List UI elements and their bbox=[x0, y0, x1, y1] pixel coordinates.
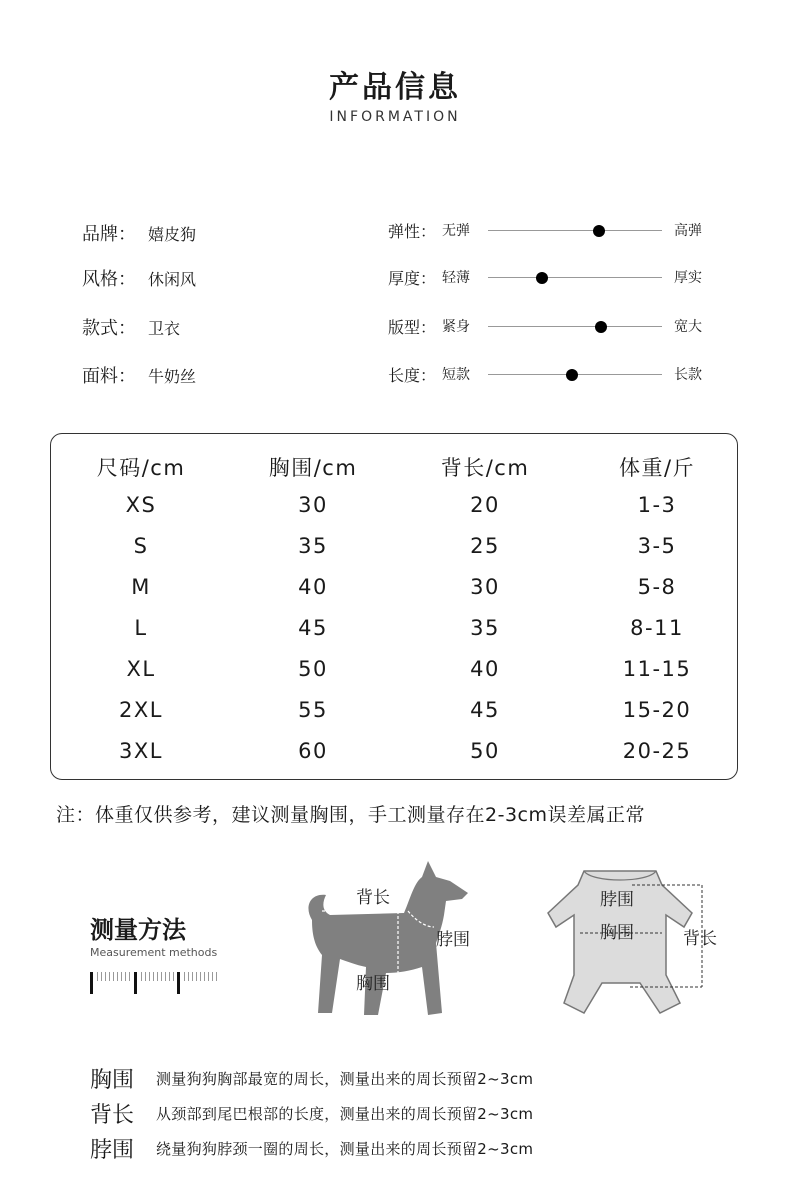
size-table-row bbox=[51, 616, 737, 646]
size-note: 注：体重仅供参考，建议测量胸围，手工测量存在2-3cm误差属正常 bbox=[56, 804, 645, 826]
scale-marker bbox=[566, 369, 578, 381]
dog-diagram bbox=[300, 855, 490, 1025]
size-cell: 50 bbox=[470, 739, 500, 763]
size-table-row bbox=[51, 698, 737, 728]
size-header-cell: 体重/斤 bbox=[618, 456, 696, 480]
garment-chest-label: 胸围 bbox=[600, 923, 634, 943]
attribute-style bbox=[82, 265, 196, 291]
description-label: 背长 bbox=[90, 1103, 135, 1128]
scale-marker bbox=[593, 225, 605, 237]
attribute-brand bbox=[82, 220, 196, 246]
size-cell: 30 bbox=[470, 575, 500, 599]
scale-marker bbox=[536, 272, 548, 284]
size-cell: 30 bbox=[298, 493, 328, 517]
size-cell: 3-5 bbox=[637, 534, 677, 558]
dog-chest-label: 胸围 bbox=[356, 974, 390, 994]
attribute-value: 休闲风 bbox=[148, 270, 197, 289]
size-cell: XL bbox=[126, 657, 156, 681]
ruler-icon bbox=[90, 968, 220, 998]
description-text: 从颈部到尾巴根部的长度，测量出来的周长预留2~3cm bbox=[156, 1105, 534, 1123]
scale-thickness bbox=[388, 266, 718, 290]
size-cell: 8-11 bbox=[630, 616, 684, 640]
scale-elasticity bbox=[388, 219, 718, 243]
attribute-label: 面料： bbox=[82, 366, 136, 387]
scale-track bbox=[488, 230, 662, 231]
attribute-value: 牛奶丝 bbox=[148, 367, 197, 386]
scale-label: 版型： bbox=[388, 318, 437, 337]
size-cell: XS bbox=[125, 493, 157, 517]
garment-back-label: 背长 bbox=[683, 929, 717, 949]
size-cell: 5-8 bbox=[637, 575, 677, 599]
size-cell: 50 bbox=[298, 657, 328, 681]
page-subtitle: INFORMATION bbox=[329, 109, 461, 125]
size-header-cell: 胸围/cm bbox=[268, 456, 358, 480]
attribute-fabric bbox=[82, 362, 196, 388]
attribute-label: 品牌： bbox=[82, 224, 136, 245]
scale-length bbox=[388, 363, 718, 387]
attribute-value: 嬉皮狗 bbox=[148, 225, 197, 244]
method-title: 测量方法 bbox=[90, 916, 186, 944]
size-cell: 40 bbox=[298, 575, 328, 599]
size-cell: 60 bbox=[298, 739, 328, 763]
size-cell: 40 bbox=[470, 657, 500, 681]
description-chest bbox=[90, 1063, 533, 1094]
scale-track bbox=[488, 277, 662, 278]
method-subtitle: Measurement methods bbox=[90, 946, 218, 959]
size-cell: 35 bbox=[298, 534, 328, 558]
description-back bbox=[90, 1098, 533, 1129]
size-table-row bbox=[51, 657, 737, 687]
scale-high-label: 长款 bbox=[674, 367, 702, 383]
size-cell: 45 bbox=[298, 616, 328, 640]
size-cell: 45 bbox=[470, 698, 500, 722]
size-table bbox=[50, 433, 738, 780]
size-cell: 1-3 bbox=[637, 493, 677, 517]
scale-marker bbox=[595, 321, 607, 333]
scale-low-label: 轻薄 bbox=[442, 270, 470, 286]
attribute-label: 风格： bbox=[82, 269, 136, 290]
description-text: 绕量狗狗脖颈一圈的周长，测量出来的周长预留2~3cm bbox=[156, 1140, 534, 1158]
garment-diagram bbox=[542, 865, 732, 1025]
description-neck bbox=[90, 1133, 533, 1164]
size-table-row bbox=[51, 739, 737, 769]
scale-low-label: 短款 bbox=[442, 367, 470, 383]
size-cell: L bbox=[134, 616, 148, 640]
garment-neck-label: 脖围 bbox=[600, 890, 634, 910]
attribute-type bbox=[82, 314, 180, 340]
size-table-row bbox=[51, 493, 737, 523]
size-cell: 2XL bbox=[119, 698, 163, 722]
size-cell: 20 bbox=[470, 493, 500, 517]
scale-fit bbox=[388, 315, 718, 339]
dog-back-label: 背长 bbox=[356, 888, 390, 908]
size-cell: 25 bbox=[470, 534, 500, 558]
page-title: 产品信息 bbox=[329, 70, 461, 105]
size-cell: 55 bbox=[298, 698, 328, 722]
size-cell: 11-15 bbox=[622, 657, 692, 681]
size-table-header bbox=[51, 452, 737, 482]
size-cell: M bbox=[131, 575, 151, 599]
description-text: 测量狗狗胸部最宽的周长，测量出来的周长预留2~3cm bbox=[156, 1070, 534, 1088]
dog-neck-label: 脖围 bbox=[436, 930, 470, 950]
scale-high-label: 高弹 bbox=[674, 223, 702, 239]
scale-low-label: 紧身 bbox=[442, 319, 470, 335]
description-label: 胸围 bbox=[90, 1068, 135, 1093]
attribute-label: 款式： bbox=[82, 318, 136, 339]
description-label: 脖围 bbox=[90, 1138, 135, 1163]
scale-low-label: 无弹 bbox=[442, 223, 470, 239]
size-table-row bbox=[51, 575, 737, 605]
size-cell: 15-20 bbox=[622, 698, 692, 722]
scale-high-label: 宽大 bbox=[674, 319, 702, 335]
scale-label: 长度： bbox=[388, 366, 437, 385]
attribute-value: 卫衣 bbox=[148, 319, 181, 338]
size-cell: 20-25 bbox=[622, 739, 692, 763]
scale-high-label: 厚实 bbox=[674, 270, 702, 286]
size-header-cell: 尺码/cm bbox=[96, 456, 186, 480]
size-cell: 3XL bbox=[119, 739, 163, 763]
size-table-row bbox=[51, 534, 737, 564]
size-cell: S bbox=[133, 534, 149, 558]
size-header-cell: 背长/cm bbox=[440, 456, 530, 480]
scale-track bbox=[488, 326, 662, 327]
scale-label: 厚度： bbox=[388, 269, 437, 288]
size-cell: 35 bbox=[470, 616, 500, 640]
scale-label: 弹性： bbox=[388, 222, 437, 241]
